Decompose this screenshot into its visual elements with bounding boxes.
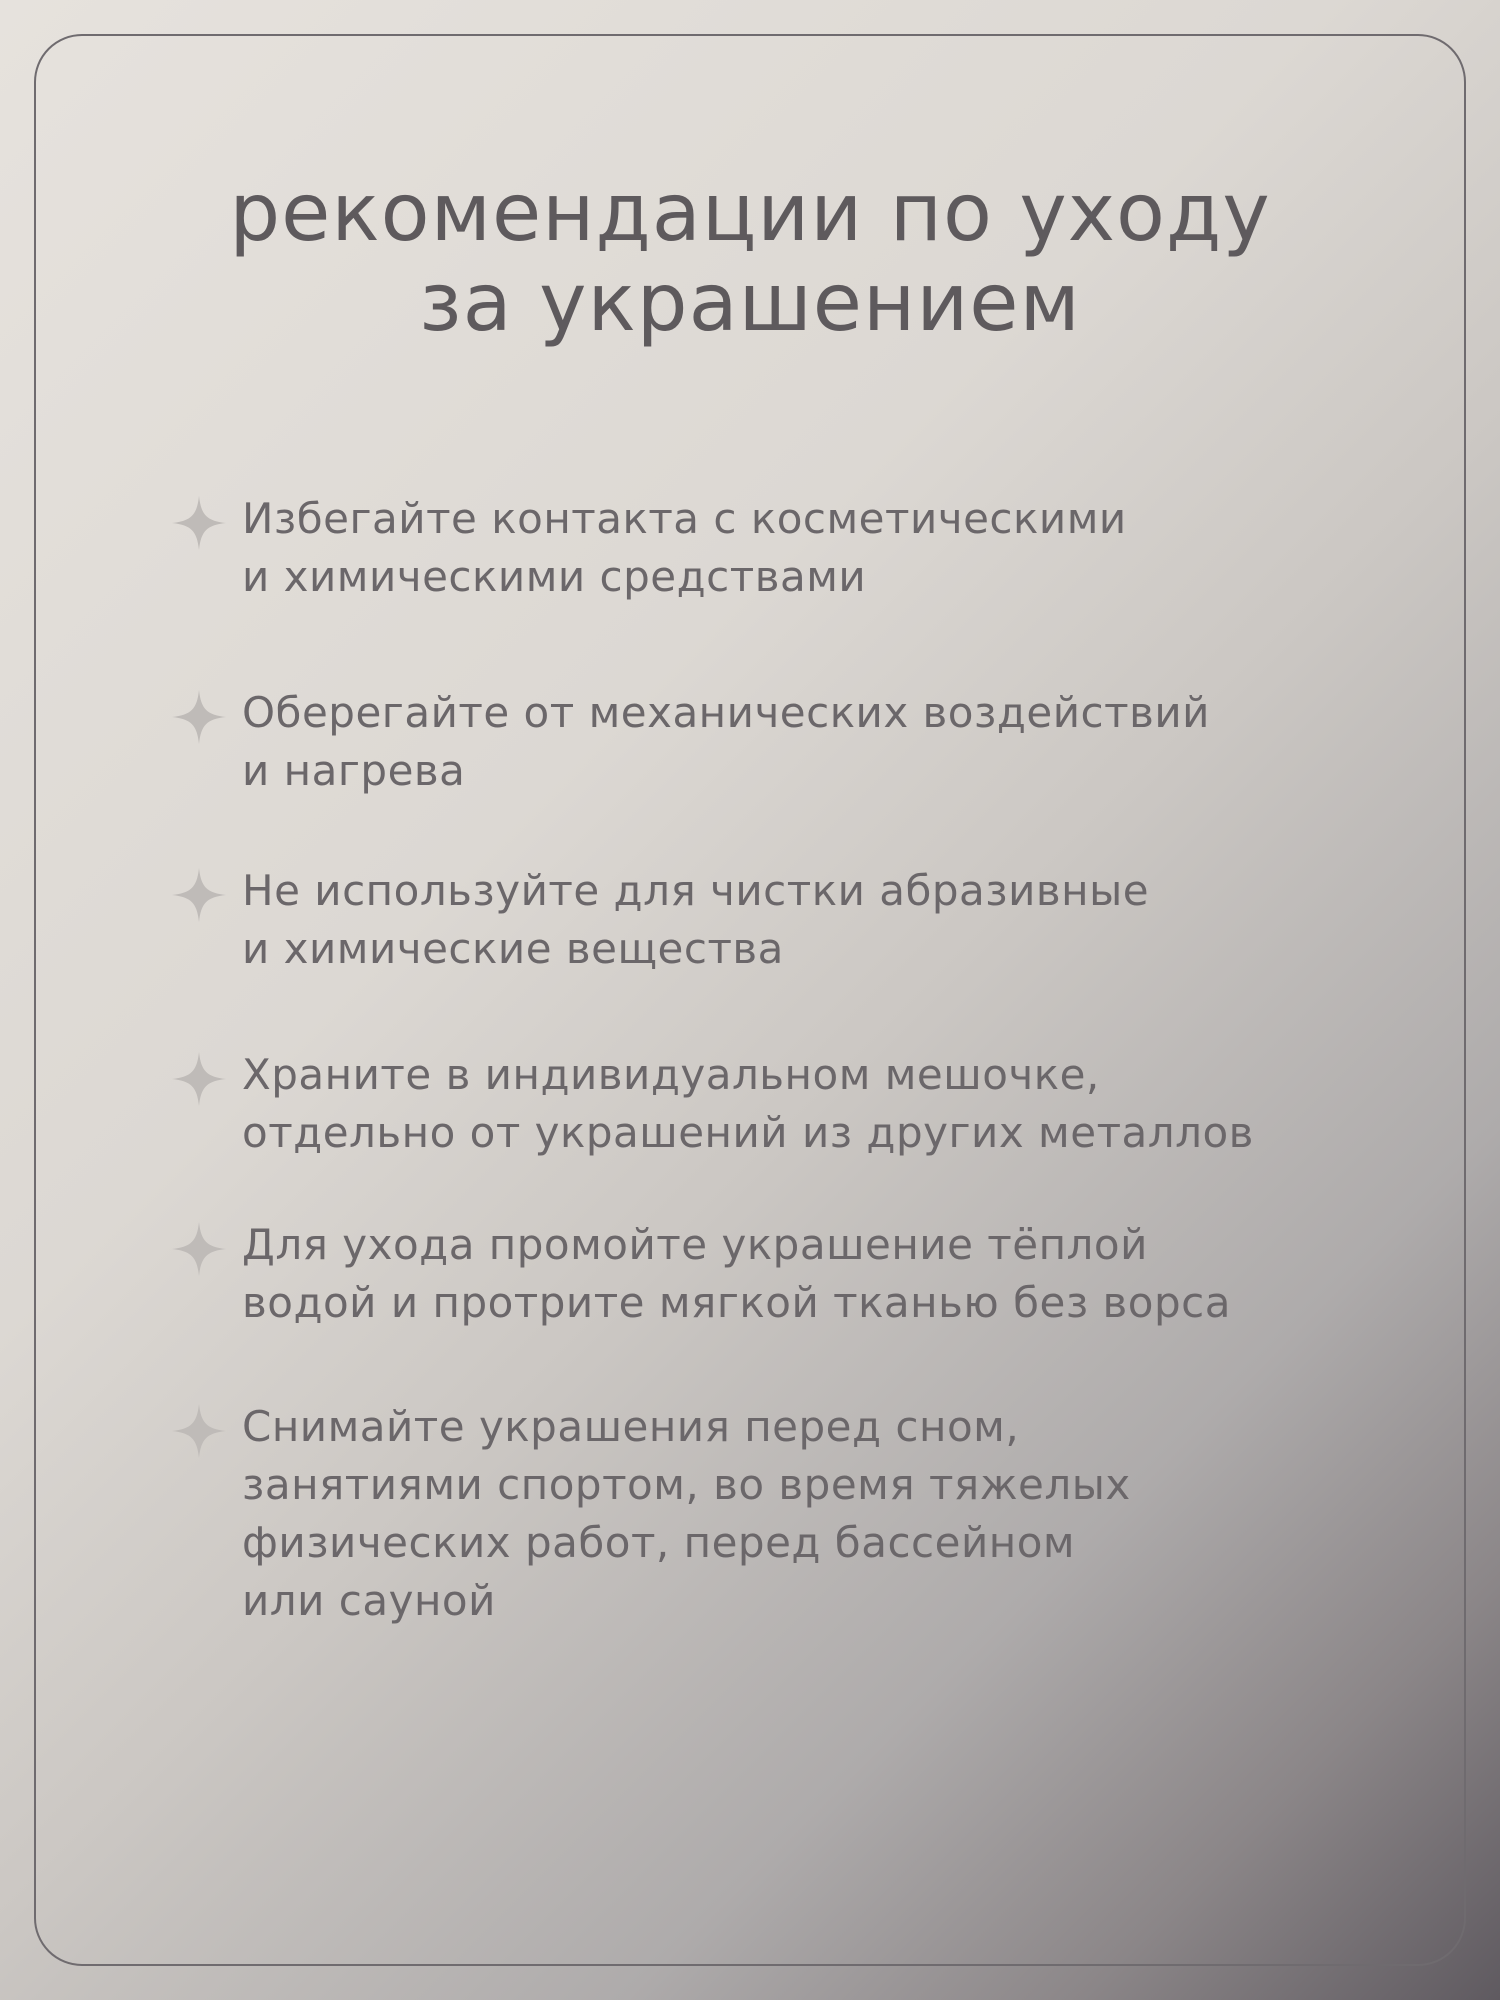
sparkle-star-icon (172, 868, 226, 922)
list-item-line: или сауной (242, 1576, 496, 1625)
list-item-text (242, 684, 1332, 800)
sparkle-star-icon (172, 690, 226, 744)
list-item-text (242, 1046, 1332, 1162)
sparkle-star-icon (172, 1052, 226, 1106)
title-line-2: за украшением (419, 256, 1081, 349)
list-item-line: Избегайте контакта с косметическими (242, 494, 1127, 543)
list-item-line: Для ухода промойте украшение тёплой (242, 1220, 1148, 1269)
list-item-text (242, 490, 1332, 606)
list-item-line: Не используйте для чистки абразивные (242, 866, 1150, 915)
list-item-text (242, 1398, 1332, 1630)
list-item-line: занятиями спортом, во время тяжелых (242, 1460, 1131, 1509)
sparkle-star-icon (172, 1222, 226, 1276)
sparkle-star-icon (172, 496, 226, 550)
list-item-line: и химическими средствами (242, 552, 867, 601)
list-item-line: отдельно от украшений из других металлов (242, 1108, 1254, 1157)
list-item-text (242, 862, 1332, 978)
list-item-line: Храните в индивидуальном мешочке, (242, 1050, 1100, 1099)
list-item-line: и нагрева (242, 746, 466, 795)
list-item-text (242, 1216, 1332, 1332)
list-item-line: и химические вещества (242, 924, 784, 973)
list-item-line: Снимайте украшения перед сном, (242, 1402, 1020, 1451)
sparkle-star-icon (172, 1404, 226, 1458)
list-item-line: физических работ, перед бассейном (242, 1518, 1076, 1567)
title-line-1: рекомендации по уходу (229, 166, 1271, 259)
list-item-line: Оберегайте от механических воздействий (242, 688, 1210, 737)
list-item-line: водой и протрите мягкой тканью без ворса (242, 1278, 1231, 1327)
